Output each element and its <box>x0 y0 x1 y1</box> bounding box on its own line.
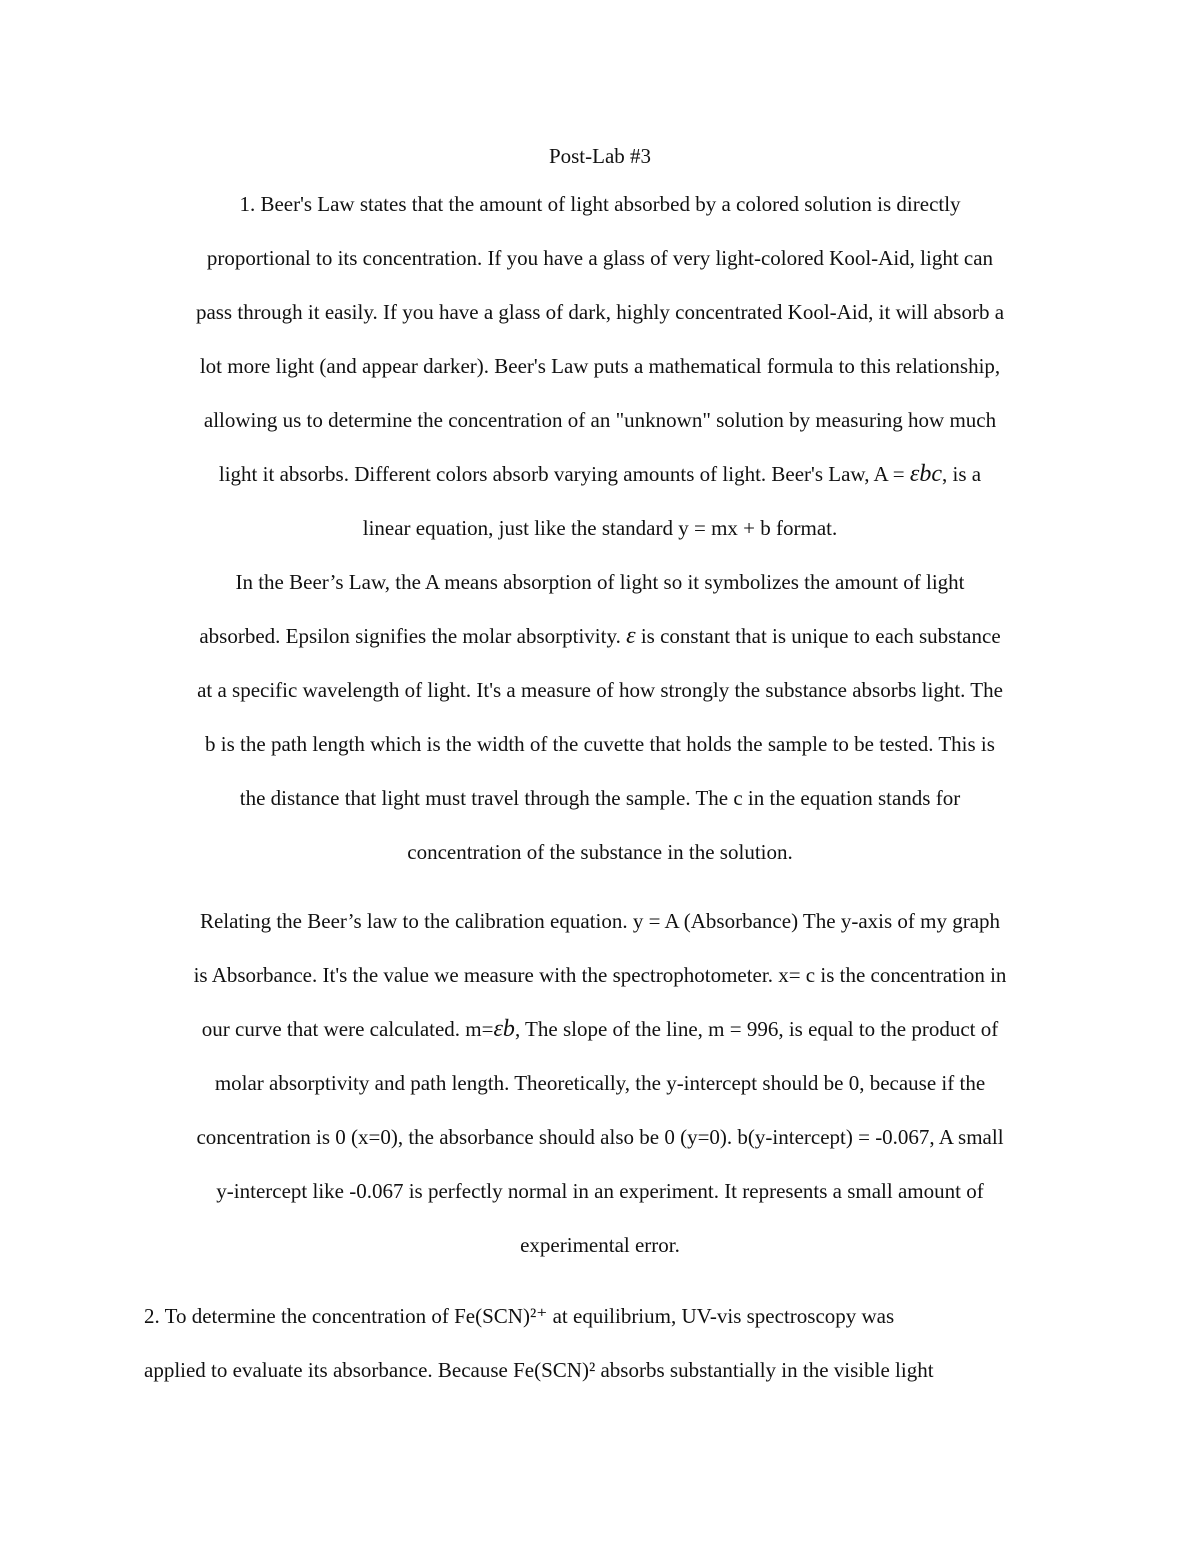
text-segment: is constant that is unique to each substance <box>635 624 1001 648</box>
paragraph-line: 1. Beer's Law states that the amount of light absorbed by a colored solution is directly <box>239 192 961 216</box>
slope-formula: εb <box>493 1016 515 1042</box>
paragraph-line: 2. To determine the concentration of Fe(SCN)²⁺ at equilibrium, UV-vis spectroscopy was <box>144 1304 895 1328</box>
paragraph-line: the distance that light must travel through the sample. The c in the equation stands for <box>239 786 961 810</box>
paragraph-line: linear equation, just like the standard y = mx + b format. <box>362 516 838 540</box>
paragraph-line: is Absorbance. It's the value we measure with the spectrophotometer. x= c is the concentration in <box>193 963 1007 987</box>
paragraph-line: Relating the Beer’s law to the calibration equation. y = A (Absorbance) The y-axis of my graph <box>199 909 1001 933</box>
paragraph-line: concentration is 0 (x=0), the absorbance should also be 0 (y=0). b(y-intercept) = -0.067, A small <box>196 1125 1004 1149</box>
paragraph-line-slope <box>0 1014 1200 1044</box>
paragraph-line: y-intercept like -0.067 is perfectly normal in an experiment. It represents a small amount of <box>216 1179 984 1203</box>
paragraph-line: allowing us to determine the concentration of an "unknown" solution by measuring how much <box>203 408 997 432</box>
paragraph-line: molar absorptivity and path length. Theoretically, the y-intercept should be 0, because if the <box>214 1071 986 1095</box>
paragraph-line: pass through it easily. If you have a glass of dark, highly concentrated Kool-Aid, it will absorb a <box>195 300 1005 324</box>
paragraph-line: at a specific wavelength of light. It's a measure of how strongly the substance absorbs light. The <box>197 678 1003 702</box>
text-segment: light it absorbs. Different colors absorb varying amounts of light. Beer's Law, A = <box>218 462 910 486</box>
paragraph-line: concentration of the substance in the solution. <box>407 840 793 864</box>
paragraph-line-beer-formula <box>0 459 1200 489</box>
text-segment: , is a <box>942 462 982 486</box>
paragraph-line-epsilon <box>0 621 1200 651</box>
paragraph-line: In the Beer’s Law, the A means absorption of light so it symbolizes the amount of light <box>235 570 965 594</box>
text-segment: our curve that were calculated. m= <box>201 1017 494 1041</box>
epsilon-symbol: ε <box>626 623 636 649</box>
beer-law-formula: εbc <box>909 461 943 487</box>
paragraph-line: proportional to its concentration. If you have a glass of very light-colored Kool-Aid, light can <box>206 246 994 270</box>
paragraph-line: experimental error. <box>520 1233 680 1257</box>
page-title: Post-Lab #3 <box>548 144 652 168</box>
text-segment: , The slope of the line, m = 996, is equal to the product of <box>514 1017 999 1041</box>
paragraph-line: applied to evaluate its absorbance. Because Fe(SCN)² absorbs substantially in the visible light <box>144 1358 934 1382</box>
paragraph-line: lot more light (and appear darker). Beer's Law puts a mathematical formula to this relationship, <box>199 354 1001 378</box>
text-segment: absorbed. Epsilon signifies the molar absorptivity. <box>199 624 627 648</box>
paragraph-line: b is the path length which is the width of the cuvette that holds the sample to be tested. This is <box>205 732 995 756</box>
